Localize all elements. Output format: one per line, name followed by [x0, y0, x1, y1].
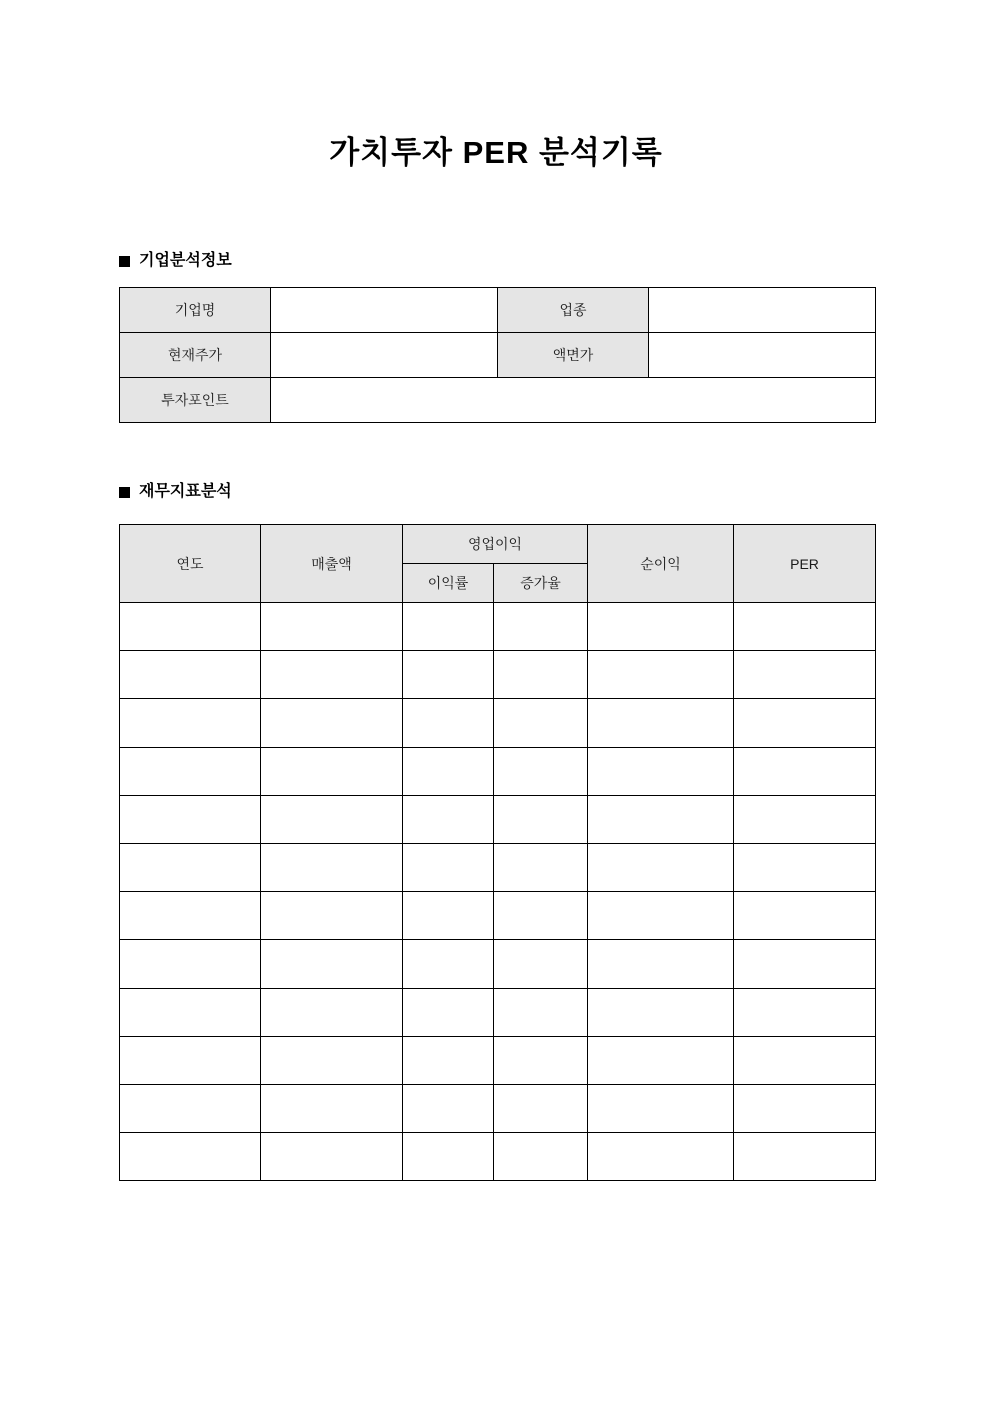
cell-profit-rate[interactable] [403, 651, 494, 699]
field-investment-point[interactable] [271, 378, 876, 423]
black-square-bullet-icon [119, 487, 130, 498]
cell-revenue[interactable] [261, 795, 403, 843]
cell-net-profit[interactable] [588, 699, 734, 747]
label-company-name: 기업명 [120, 288, 271, 333]
cell-profit-rate[interactable] [403, 1036, 494, 1084]
table-row [120, 288, 876, 333]
table-row [120, 378, 876, 423]
cell-per[interactable] [734, 651, 876, 699]
cell-net-profit[interactable] [588, 1084, 734, 1132]
cell-per[interactable] [734, 940, 876, 988]
cell-year[interactable] [120, 1084, 261, 1132]
table-row [120, 651, 876, 699]
table-row [120, 603, 876, 651]
cell-net-profit[interactable] [588, 603, 734, 651]
page-title: 가치투자 PER 분석기록 [329, 135, 663, 170]
cell-profit-rate[interactable] [403, 892, 494, 940]
cell-year[interactable] [120, 892, 261, 940]
financial-indicator-table [119, 524, 876, 1181]
column-header-per: PER [734, 525, 876, 603]
cell-profit-rate[interactable] [403, 988, 494, 1036]
cell-net-profit[interactable] [588, 795, 734, 843]
cell-per[interactable] [734, 603, 876, 651]
section-heading-financial-analysis [119, 481, 232, 503]
table-row [120, 1133, 876, 1181]
cell-revenue[interactable] [261, 1133, 403, 1181]
cell-growth-rate[interactable] [494, 795, 588, 843]
cell-per[interactable] [734, 843, 876, 891]
company-info-table [119, 287, 876, 423]
cell-year[interactable] [120, 940, 261, 988]
label-par-value: 액면가 [498, 333, 649, 378]
field-company-name[interactable] [271, 288, 498, 333]
cell-per[interactable] [734, 988, 876, 1036]
section-heading-label: 기업분석정보 [139, 252, 232, 269]
cell-revenue[interactable] [261, 843, 403, 891]
cell-year[interactable] [120, 747, 261, 795]
cell-year[interactable] [120, 1133, 261, 1181]
table-row [120, 940, 876, 988]
cell-profit-rate[interactable] [403, 1133, 494, 1181]
column-header-growth-rate: 증가율 [494, 564, 588, 603]
column-header-net-profit: 순이익 [588, 525, 734, 603]
table-row [120, 747, 876, 795]
cell-year[interactable] [120, 988, 261, 1036]
cell-per[interactable] [734, 1036, 876, 1084]
label-investment-point: 투자포인트 [120, 378, 271, 423]
cell-growth-rate[interactable] [494, 603, 588, 651]
cell-revenue[interactable] [261, 747, 403, 795]
cell-per[interactable] [734, 1133, 876, 1181]
cell-net-profit[interactable] [588, 747, 734, 795]
cell-growth-rate[interactable] [494, 699, 588, 747]
cell-net-profit[interactable] [588, 988, 734, 1036]
table-row [120, 1036, 876, 1084]
cell-net-profit[interactable] [588, 651, 734, 699]
table-header-row-primary [120, 525, 876, 564]
column-header-revenue: 매출액 [261, 525, 403, 603]
cell-revenue[interactable] [261, 699, 403, 747]
cell-profit-rate[interactable] [403, 843, 494, 891]
cell-per[interactable] [734, 892, 876, 940]
cell-net-profit[interactable] [588, 940, 734, 988]
cell-profit-rate[interactable] [403, 747, 494, 795]
table-row [120, 1084, 876, 1132]
section-heading-company-info [119, 250, 232, 272]
cell-profit-rate[interactable] [403, 940, 494, 988]
cell-growth-rate[interactable] [494, 940, 588, 988]
cell-growth-rate[interactable] [494, 1133, 588, 1181]
field-industry[interactable] [649, 288, 876, 333]
cell-net-profit[interactable] [588, 843, 734, 891]
cell-revenue[interactable] [261, 988, 403, 1036]
column-header-operating-profit: 영업이익 [403, 525, 588, 564]
cell-profit-rate[interactable] [403, 699, 494, 747]
cell-revenue[interactable] [261, 940, 403, 988]
cell-year[interactable] [120, 843, 261, 891]
field-current-price[interactable] [271, 333, 498, 378]
cell-net-profit[interactable] [588, 1133, 734, 1181]
cell-year[interactable] [120, 651, 261, 699]
table-row [120, 795, 876, 843]
cell-year[interactable] [120, 795, 261, 843]
section-heading-label: 재무지표분석 [139, 483, 232, 500]
cell-profit-rate[interactable] [403, 795, 494, 843]
cell-per[interactable] [734, 747, 876, 795]
cell-growth-rate[interactable] [494, 1036, 588, 1084]
cell-per[interactable] [734, 795, 876, 843]
table-row [120, 699, 876, 747]
table-row [120, 892, 876, 940]
label-industry: 업종 [498, 288, 649, 333]
cell-profit-rate[interactable] [403, 603, 494, 651]
label-current-price: 현재주가 [120, 333, 271, 378]
cell-profit-rate[interactable] [403, 1084, 494, 1132]
table-row [120, 988, 876, 1036]
cell-growth-rate[interactable] [494, 988, 588, 1036]
cell-growth-rate[interactable] [494, 892, 588, 940]
cell-revenue[interactable] [261, 1084, 403, 1132]
cell-growth-rate[interactable] [494, 747, 588, 795]
cell-revenue[interactable] [261, 603, 403, 651]
cell-per[interactable] [734, 1084, 876, 1132]
cell-net-profit[interactable] [588, 892, 734, 940]
cell-per[interactable] [734, 699, 876, 747]
cell-year[interactable] [120, 1036, 261, 1084]
column-header-profit-rate: 이익률 [403, 564, 494, 603]
black-square-bullet-icon [119, 256, 130, 267]
table-row [120, 843, 876, 891]
cell-growth-rate[interactable] [494, 1084, 588, 1132]
cell-revenue[interactable] [261, 1036, 403, 1084]
column-header-year: 연도 [120, 525, 261, 603]
cell-growth-rate[interactable] [494, 843, 588, 891]
cell-revenue[interactable] [261, 651, 403, 699]
cell-revenue[interactable] [261, 892, 403, 940]
cell-net-profit[interactable] [588, 1036, 734, 1084]
table-row [120, 333, 876, 378]
field-par-value[interactable] [649, 333, 876, 378]
cell-growth-rate[interactable] [494, 651, 588, 699]
cell-year[interactable] [120, 603, 261, 651]
cell-year[interactable] [120, 699, 261, 747]
